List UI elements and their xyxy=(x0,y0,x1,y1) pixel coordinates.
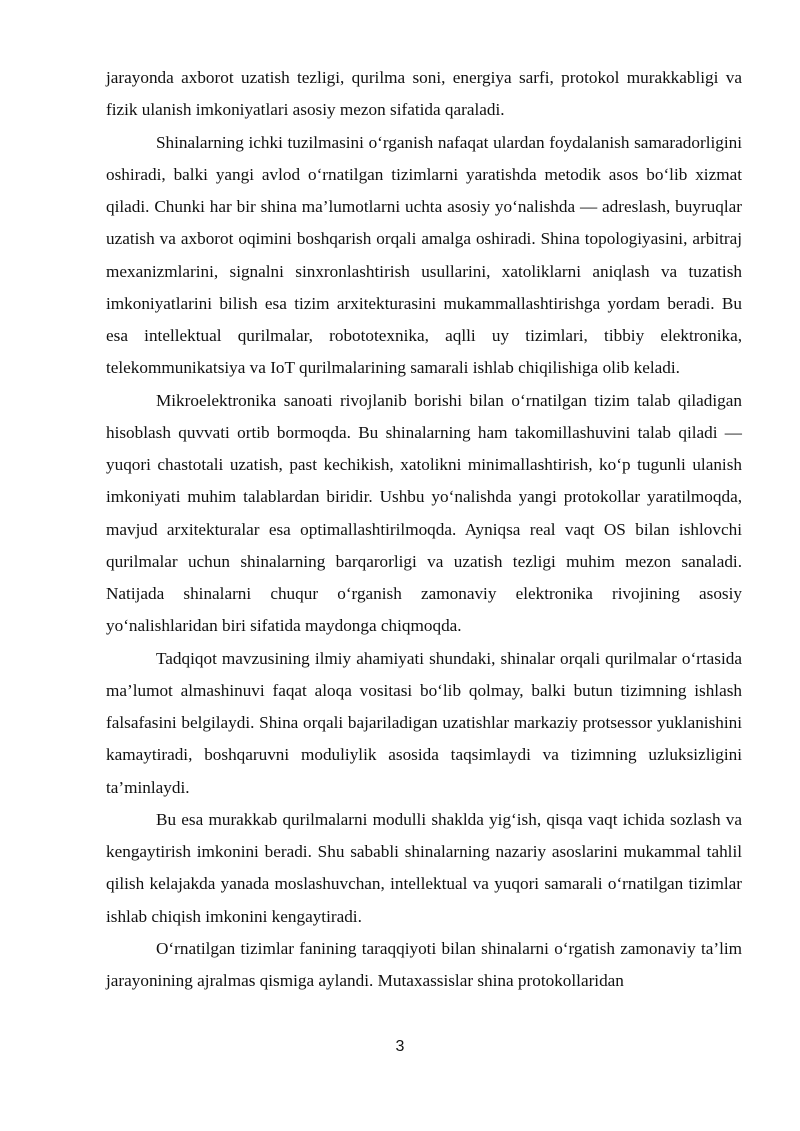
paragraph-1: jarayonda axborot uzatish tezligi, qurilma soni, energiya sarfi, protokol murakkabligi va fizik ulanish imkoniyatlari asosiy mezon sifatida qaraladi. xyxy=(106,68,742,120)
body-text xyxy=(106,62,742,997)
paragraph-5: Bu esa murakkab qurilmalarni modulli shaklda yig‘ish, qisqa vaqt ichida sozlash va kengaytirish imkonini beradi. Shu sababli shinalarning nazariy asoslarini mukammal tahlil qilish kelajakda yanada moslashuvchan, intellektual va yuqori samarali o‘rnatilgan tizimlar ishlab chiqish imkonini kengaytiradi. xyxy=(106,809,742,926)
paragraph-3: Mikroelektronika sanoati rivojlanib borishi bilan o‘rnatilgan tizim talab qiladigan hisoblash quvvati ortib bormoqda. Bu shinalarning ham takomillashuvini talab qiladi — yuqori chastotali uzatish, past kechikish, xatolikni minimallashtirish, ko‘p tugunli ulanish imkoniyati muhim talablardan biridir. Ushbu yo‘nalishda yangi protokollar yaratilmoqda, mavjud arxitekturalar esa optimallashtirilmoqda. Ayniqsa real vaqt OS bilan ishlovchi qurilmalar uchun shinalarning barqarorligi va uzatish tezligi muhim mezon sanaladi. Natijada shinalarni chuqur o‘rganish zamonaviy elektronika rivojining asosiy yo‘nalishlaridan biri sifatida maydonga chiqmoqda. xyxy=(106,390,742,636)
paragraph-6: O‘rnatilgan tizimlar fanining taraqqiyoti bilan shinalarni o‘rgatish zamonaviy ta’lim jarayonining ajralmas qismiga aylandi. Mutaxassislar shina protokollaridan xyxy=(106,938,742,990)
paragraph-2: Shinalarning ichki tuzilmasini o‘rganish nafaqat ulardan foydalanish samaradorligini oshiradi, balki yangi avlod o‘rnatilgan tizimlarni yaratishda metodik asos bo‘lib xizmat qiladi. Chunki har bir shina ma’lumotlarni uchta asosiy yo‘nalishda — adreslash, buyruqlar uzatish va axborot oqimini boshqarish orqali amalga oshiradi. Shina topologiyasini, arbitraj mexanizmlarini, signalni sinxronlashtirish usullarini, xatoliklarni aniqlash va tuzatish imkoniyatlarini bilish esa tizim arxitekturasini mukammallashtirishga yordam beradi. Bu esa intellektual qurilmalar, robototexnika, aqlli uy tizimlari, tibbiy elektronika, telekommunikatsiya va IoT qurilmalarining samarali ishlab chiqilishiga olib keladi. xyxy=(106,132,742,378)
page-number: 3 xyxy=(395,1038,405,1055)
paragraph-4: Tadqiqot mavzusining ilmiy ahamiyati shundaki, shinalar orqali qurilmalar o‘rtasida ma’lumot almashinuvi faqat aloqa vositasi bo‘lib qolmay, balki butun tizimning ishlash falsafasini belgilaydi. Shina orqali bajariladigan uzatishlar markaziy protsessor yuklanishini kamaytiradi, boshqaruvni moduliylik asosida taqsimlaydi va tizimning uzluksizligini ta’minlaydi. xyxy=(106,648,742,797)
